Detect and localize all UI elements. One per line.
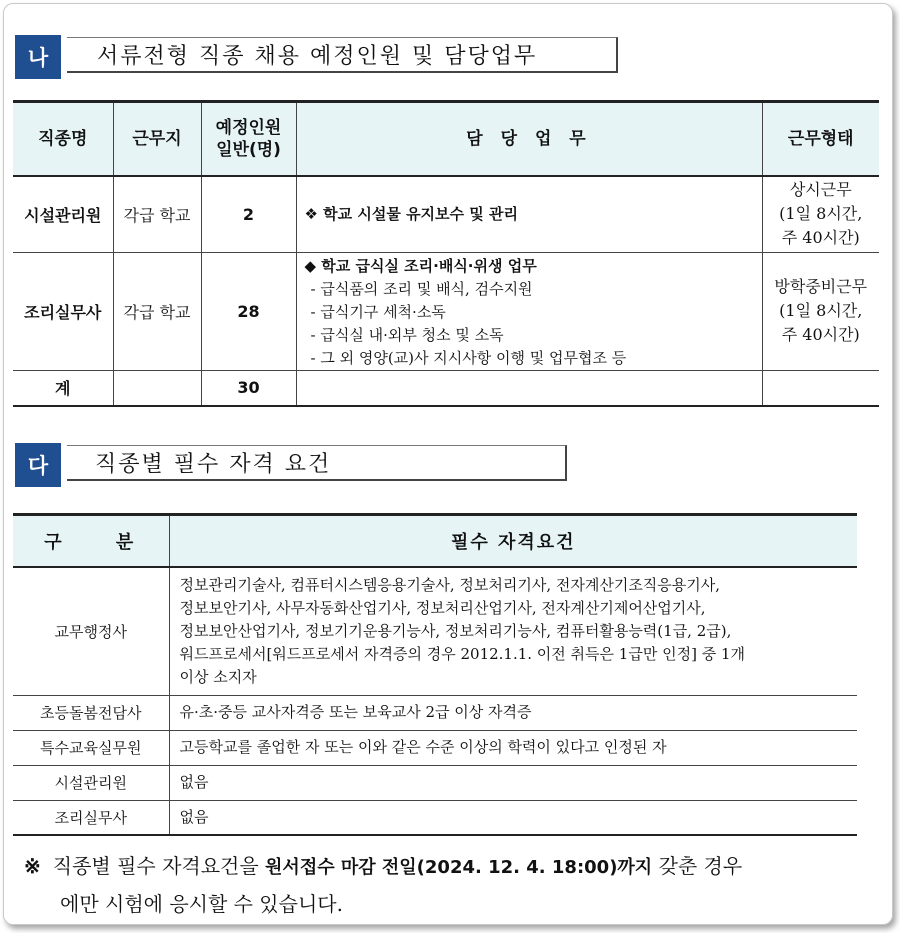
note-deadline: 원서접수 마감 전일(2024. 12. 4. 18:00)까지 [265, 857, 653, 878]
job-name: 시설관리원 [13, 176, 113, 252]
duty-cell [296, 176, 762, 252]
col-category: 구 분 [13, 515, 169, 568]
note-pre: 직종별 필수 자격요건을 [52, 854, 259, 878]
requirement-line: 고등학교를 졸업한 자 또는 이와 같은 수준 이상의 학력이 있다고 인정된 자 [169, 730, 857, 765]
work-type-line: (1일 8시간, [779, 204, 863, 224]
empty-cell [113, 370, 201, 406]
section-badge-na: 나 [15, 35, 61, 79]
col-workplace: 근무지 [113, 102, 201, 177]
section-title-na: 서류전형 직종 채용 예정인원 및 담당업무 [67, 37, 618, 73]
category: 조리실무사 [13, 800, 169, 835]
col-planned-count-line1: 예정인원 [215, 118, 282, 138]
qualification-table [13, 513, 857, 836]
requirement-line: 정보보안산업기사, 정보기기운용기능사, 정보처리기능사, 컴퓨터활용능력(1급, 2급), [179, 621, 732, 640]
staffing-table-header [13, 102, 879, 177]
eligibility-note [24, 848, 884, 923]
section-header-da [15, 443, 567, 487]
requirement-line: 없음 [169, 800, 857, 835]
planned-count: 2 [201, 176, 296, 252]
category: 교무행정사 [13, 567, 169, 695]
table-row [13, 800, 857, 835]
workplace: 각급 학교 [113, 252, 201, 370]
category: 특수교육실무원 [13, 730, 169, 765]
category: 초등돌봄전담사 [13, 695, 169, 730]
job-name: 조리실무사 [13, 252, 113, 370]
staffing-table [13, 100, 879, 407]
section-header-na [15, 35, 618, 79]
total-count: 30 [201, 370, 296, 406]
duty-head: ◆ 학교 급식실 조리·배식·위생 업무 [304, 256, 537, 275]
duty-item: - 그 외 영양(교)사 지시사항 이행 및 업무협조 등 [310, 348, 627, 367]
planned-count: 28 [201, 252, 296, 370]
note-line-2: 에만 시험에 응시할 수 있습니다. [60, 892, 343, 916]
empty-cell [296, 370, 762, 406]
total-row [13, 370, 879, 406]
section-title-da: 직종별 필수 자격 요건 [67, 445, 567, 481]
work-type [762, 176, 879, 252]
work-type-line: (1일 8시간, [779, 300, 863, 320]
duty-cell [296, 252, 762, 370]
work-type-line: 주 40시간) [781, 324, 860, 344]
empty-cell [762, 370, 879, 406]
col-planned-count [201, 102, 296, 177]
table-row [13, 765, 857, 800]
duty-item: - 급식품의 조리 및 배식, 검수지원 [310, 279, 533, 298]
qualification-table-header [13, 515, 857, 568]
work-type-line: 방학중비근무 [774, 276, 868, 296]
table-row [13, 695, 857, 730]
duty-item: - 급식기구 세척·소독 [310, 302, 446, 321]
col-requirements: 필수 자격요건 [169, 515, 857, 568]
col-job-name: 직종명 [13, 102, 113, 177]
requirement-line: 정보관리기술사, 컴퓨터시스템응용기술사, 정보처리기사, 전자계산기조직응용기사, [179, 575, 721, 594]
note-post: 갖춘 경우 [658, 854, 743, 878]
requirement-line: 워드프로세서[워드프로세서 자격증의 경우 2012.1.1. 이전 취득은 1급만 인정] 중 1개 [179, 644, 745, 663]
col-planned-count-line2: 일반(명) [216, 140, 281, 160]
category: 시설관리원 [13, 765, 169, 800]
requirement-line: 유·초·중등 교사자격증 또는 보육교사 2급 이상 자격증 [169, 695, 857, 730]
total-label: 계 [13, 370, 113, 406]
table-row [13, 252, 879, 370]
requirement-line: 이상 소지자 [179, 667, 257, 686]
workplace: 각급 학교 [113, 176, 201, 252]
work-type-line: 상시근무 [789, 180, 852, 200]
table-row [13, 567, 857, 695]
requirement-line: 정보보안기사, 사무자동화산업기사, 정보처리산업기사, 전자계산기제어산업기사, [179, 598, 706, 617]
work-type [762, 252, 879, 370]
table-row [13, 730, 857, 765]
requirement-cell [169, 567, 857, 695]
note-mark: ※ [24, 854, 41, 878]
col-duties: 담 당 업 무 [296, 102, 762, 177]
work-type-line: 주 40시간) [781, 228, 860, 248]
table-row [13, 176, 879, 252]
duty-head: ❖ 학교 시설물 유지보수 및 관리 [304, 204, 518, 223]
section-badge-da: 다 [15, 443, 61, 487]
duty-item: - 급식실 내·외부 청소 및 소독 [310, 325, 504, 344]
note-line-1 [24, 848, 884, 886]
requirement-line: 없음 [169, 765, 857, 800]
col-work-type: 근무형태 [762, 102, 879, 177]
